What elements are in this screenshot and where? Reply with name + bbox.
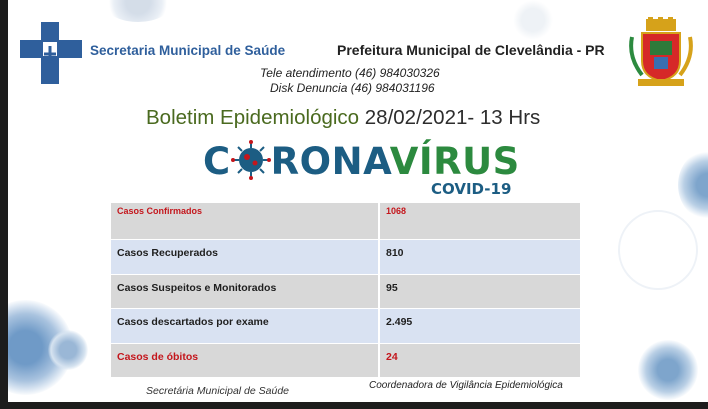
signature-secretaria: Secretária Municipal de Saúde: [139, 382, 327, 402]
tele-atendimento-text: Tele atendimento (46) 984030326: [260, 66, 440, 80]
coronavirus-banner: [203, 140, 533, 202]
bulletin-sheet: [8, 0, 708, 402]
table-row: [111, 275, 580, 310]
secretaria-title: Secretaria Municipal de Saúde: [90, 43, 286, 58]
coat-of-arms-icon: [628, 17, 694, 89]
virus-decoration-icon: [678, 150, 708, 220]
table-cell-label: Casos de óbitos: [111, 344, 380, 378]
virus-decoration-icon: [513, 0, 553, 40]
table-cell-label: Casos Suspeitos e Monitorados: [111, 275, 380, 309]
corona-letter-c: C: [203, 140, 231, 183]
cases-table: [111, 203, 580, 378]
table-row: [111, 309, 580, 344]
table-cell-value: 95: [380, 275, 580, 309]
table-cell-value: 2.495: [380, 309, 580, 343]
signature-coordenadora: Coordenadora de Vigilância Epidemiológica: [369, 380, 563, 391]
prefeitura-title: Prefeitura Municipal de Clevelândia - PR: [337, 42, 605, 58]
boletim-heading: [146, 106, 540, 130]
disk-denuncia-text: Disk Denuncia (46) 984031196: [270, 81, 435, 95]
virus-decoration-icon: [638, 340, 698, 400]
table-cell-label: Casos descartados por exame: [111, 309, 380, 343]
boletim-date: 28/02/2021- 13 Hrs: [364, 106, 541, 129]
table-cell-value: 1068: [380, 203, 580, 239]
corona-letters-rona: RONA: [270, 140, 390, 183]
table-row: [111, 344, 580, 379]
table-cell-label: Casos Recuperados: [111, 240, 380, 274]
covid-subtitle: COVID-19: [431, 180, 512, 198]
virus-decoration-icon: [103, 0, 173, 22]
table-cell-label: Casos Confirmados: [111, 203, 380, 239]
table-cell-value: 810: [380, 240, 580, 274]
coronavirus-wordmark: [203, 140, 520, 184]
table-row: [111, 203, 580, 240]
boletim-label: Boletim Epidemiológico: [146, 106, 360, 129]
table-row: [111, 240, 580, 275]
coronavirus-icon: [231, 140, 271, 180]
health-cross-icon: [20, 22, 82, 84]
virus-decoration-icon: [48, 330, 88, 370]
virus-outline-decoration-icon: [618, 210, 698, 290]
corona-letters-virus: VÍRUS: [389, 140, 520, 183]
table-cell-value: 24: [380, 344, 580, 378]
